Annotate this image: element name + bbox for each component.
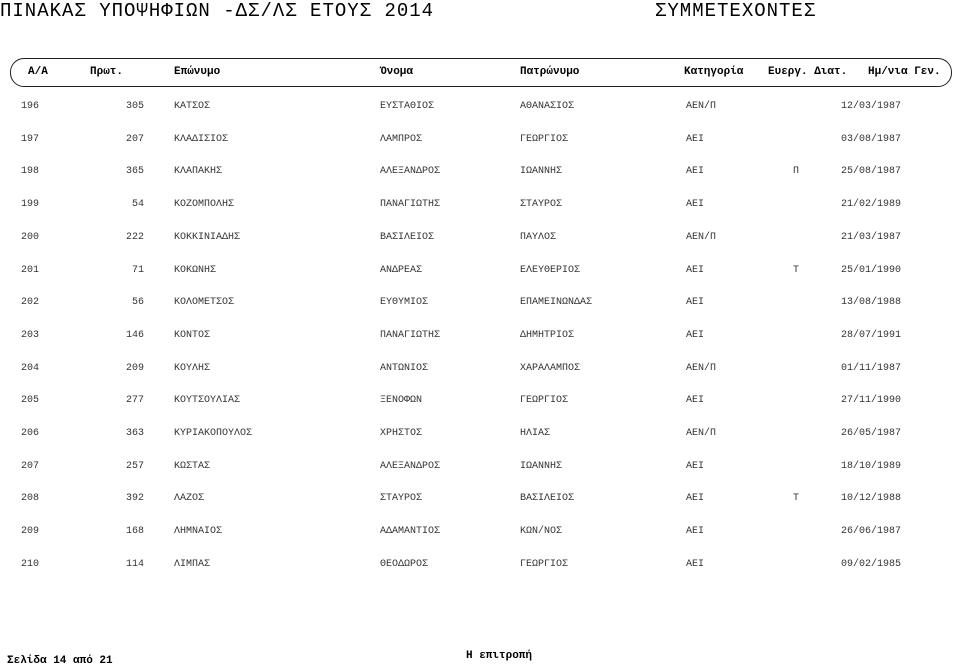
cell-category: ΑΕΙ [686,329,705,341]
table-row [0,428,960,442]
header-category: Κατηγορία [684,66,744,78]
cell-surname: ΚΟΥΤΣΟΥΛΙΑΣ [174,395,241,407]
cell-prot: 209 [125,362,144,374]
cell-dob: 13/08/1988 [840,297,901,309]
document-title: ΠΙΝΑΚΑΣ ΥΠΟΨΗΦΙΩΝ -ΔΣ/ΛΣ ΕΤΟΥΣ 2014 [0,0,435,22]
cell-father: ΔΗΜΗΤΡΙΟΣ [520,329,575,341]
table-row [0,101,960,115]
cell-aa: 196 [21,101,40,112]
cell-father: ΕΛΕΥΘΕΡΙΟΣ [520,264,581,276]
cell-dob: 18/10/1989 [840,460,901,472]
cell-father: ΙΩΑΝΝΗΣ [520,166,563,178]
cell-category: ΑΕΙ [686,526,705,538]
cell-prot: 305 [125,101,144,112]
cell-category: ΑΕΝ/Π [686,362,717,374]
cell-aa: 200 [21,231,40,243]
cell-dob: 03/08/1987 [840,133,901,145]
cell-surname: ΚΟΥΛΗΣ [174,362,211,374]
cell-aa: 197 [21,133,40,145]
cell-dob: 21/03/1987 [840,231,901,243]
cell-dob: 27/11/1990 [840,395,901,407]
cell-name: ΞΕΝΟΦΩΝ [380,395,423,407]
cell-surname: ΚΩΣΤΑΣ [174,460,211,472]
cell-prot: 54 [131,199,144,211]
cell-dob: 09/02/1985 [840,558,901,570]
cell-name: ΕΥΣΤΑΘΙΟΣ [380,101,435,112]
cell-aa: 198 [21,166,40,178]
cell-category: ΑΕΙ [686,166,705,178]
table-row [0,232,960,246]
header-prot: Πρωτ. [90,66,124,78]
cell-surname: ΛΑΖΟΣ [174,493,205,505]
table-row [0,363,960,377]
cell-surname: ΚΟΛΟΜΕΤΣΟΣ [174,297,235,309]
cell-dob: 10/12/1988 [840,493,901,505]
cell-dob: 12/03/1987 [840,101,901,112]
table-row [0,559,960,573]
cell-prot: 56 [131,297,144,309]
cell-name: ΑΝΤΩΝΙΟΣ [380,362,429,374]
cell-prot: 114 [125,558,144,570]
cell-father: ΑΘΑΝΑΣΙΟΣ [520,101,575,112]
cell-prot: 146 [125,329,144,341]
cell-name: ΠΑΝΑΓΙΩΤΗΣ [380,199,441,211]
header-dob: Ημ/νια Γεν. [868,66,941,78]
cell-dob: 21/02/1989 [840,199,901,211]
cell-aa: 199 [21,199,40,211]
cell-special: Τ [793,493,800,505]
cell-father: ΣΤΑΥΡΟΣ [520,199,563,211]
cell-father: ΗΛΙΑΣ [520,428,551,439]
cell-dob: 25/01/1990 [840,264,901,276]
cell-aa: 201 [21,264,40,276]
cell-aa: 208 [21,493,40,505]
cell-name: ΠΑΝΑΓΙΩΤΗΣ [380,329,441,341]
cell-category: ΑΕΝ/Π [686,428,717,439]
cell-category: ΑΕΝ/Π [686,101,717,112]
cell-dob: 26/05/1987 [840,428,901,439]
table-row [0,330,960,344]
cell-name: ΕΥΘΥΜΙΟΣ [380,297,429,309]
cell-category: ΑΕΙ [686,297,705,309]
cell-dob: 01/11/1987 [840,362,901,374]
cell-father: ΓΕΩΡΓΙΟΣ [520,395,569,407]
cell-name: ΘΕΟΔΩΡΟΣ [380,558,429,570]
cell-surname: ΛΗΜΝΑΙΟΣ [174,526,223,538]
cell-father: ΓΕΩΡΓΙΟΣ [520,558,569,570]
cell-father: ΒΑΣΙΛΕΙΟΣ [520,493,575,505]
table-row [0,265,960,279]
table-row [0,395,960,409]
cell-surname: ΚΛΑΔΙΣΙΟΣ [174,133,229,145]
cell-name: ΒΑΣΙΛΕΙΟΣ [380,231,435,243]
cell-surname: ΚΑΤΣΟΣ [174,101,211,112]
cell-surname: ΚΟΝΤΟΣ [174,329,211,341]
committee-label: Η επιτροπή [466,650,533,662]
cell-name: ΑΛΕΞΑΝΔΡΟΣ [380,460,441,472]
cell-prot: 392 [125,493,144,505]
cell-surname: ΚΟΚΚΙΝΙΑΔΗΣ [174,231,241,243]
document-status: ΣΥΜΜΕΤΕΧΟΝΤΕΣ [655,0,817,22]
cell-name: ΑΛΕΞΑΝΔΡΟΣ [380,166,441,178]
table-row [0,166,960,180]
cell-prot: 277 [125,395,144,407]
cell-surname: ΚΛΑΠΑΚΗΣ [174,166,223,178]
cell-special: Π [793,166,800,178]
cell-prot: 365 [125,166,144,178]
cell-prot: 257 [125,460,144,472]
cell-prot: 222 [125,231,144,243]
cell-category: ΑΕΙ [686,493,705,505]
cell-aa: 204 [21,362,40,374]
header-name: Όνομα [380,66,414,78]
cell-category: ΑΕΙ [686,264,705,276]
page-number: Σελίδα 14 από 21 [7,655,113,667]
cell-surname: ΚΟΖΟΜΠΟΛΗΣ [174,199,235,211]
cell-category: ΑΕΙ [686,199,705,211]
table-row [0,493,960,507]
cell-aa: 202 [21,297,40,309]
cell-aa: 210 [21,558,40,570]
cell-father: ΙΩΑΝΝΗΣ [520,460,563,472]
cell-father: ΓΕΩΡΓΙΟΣ [520,133,569,145]
cell-father: ΠΑΥΛΟΣ [520,231,557,243]
header-surname: Επώνυμο [174,66,221,78]
cell-name: ΑΔΑΜΑΝΤΙΟΣ [380,526,441,538]
cell-special: Τ [793,264,800,276]
cell-name: ΛΑΜΠΡΟΣ [380,133,423,145]
table-row [0,297,960,311]
cell-name: ΣΤΑΥΡΟΣ [380,493,423,505]
table-row [0,199,960,213]
cell-prot: 207 [125,133,144,145]
table-row [0,526,960,540]
cell-aa: 205 [21,395,40,407]
cell-name: ΑΝΔΡΕΑΣ [380,264,423,276]
cell-name: ΧΡΗΣΤΟΣ [380,428,423,439]
cell-prot: 168 [125,526,144,538]
cell-prot: 71 [131,264,144,276]
cell-aa: 209 [21,526,40,538]
cell-dob: 28/07/1991 [840,329,901,341]
cell-aa: 203 [21,329,40,341]
cell-father: ΧΑΡΑΛΑΜΠΟΣ [520,362,581,374]
table-row [0,134,960,148]
cell-category: ΑΕΙ [686,395,705,407]
cell-aa: 207 [21,460,40,472]
header-father: Πατρώνυμο [520,66,580,78]
header-special: Ευεργ. Διατ. [768,66,848,78]
cell-surname: ΚΥΡΙΑΚΟΠΟΥΛΟΣ [174,428,253,439]
table-row [0,461,960,475]
cell-category: ΑΕΝ/Π [686,231,717,243]
cell-prot: 363 [125,428,144,439]
header-aa: Α/Α [28,66,48,78]
cell-surname: ΚΟΚΩΝΗΣ [174,264,217,276]
cell-father: ΕΠΑΜΕΙΝΩΝΔΑΣ [520,297,593,309]
cell-father: ΚΩΝ/ΝΟΣ [520,526,563,538]
cell-dob: 26/06/1987 [840,526,901,538]
cell-category: ΑΕΙ [686,460,705,472]
cell-surname: ΛΙΜΠΑΣ [174,558,211,570]
cell-category: ΑΕΙ [686,133,705,145]
cell-category: ΑΕΙ [686,558,705,570]
cell-dob: 25/08/1987 [840,166,901,178]
cell-aa: 206 [21,428,40,439]
